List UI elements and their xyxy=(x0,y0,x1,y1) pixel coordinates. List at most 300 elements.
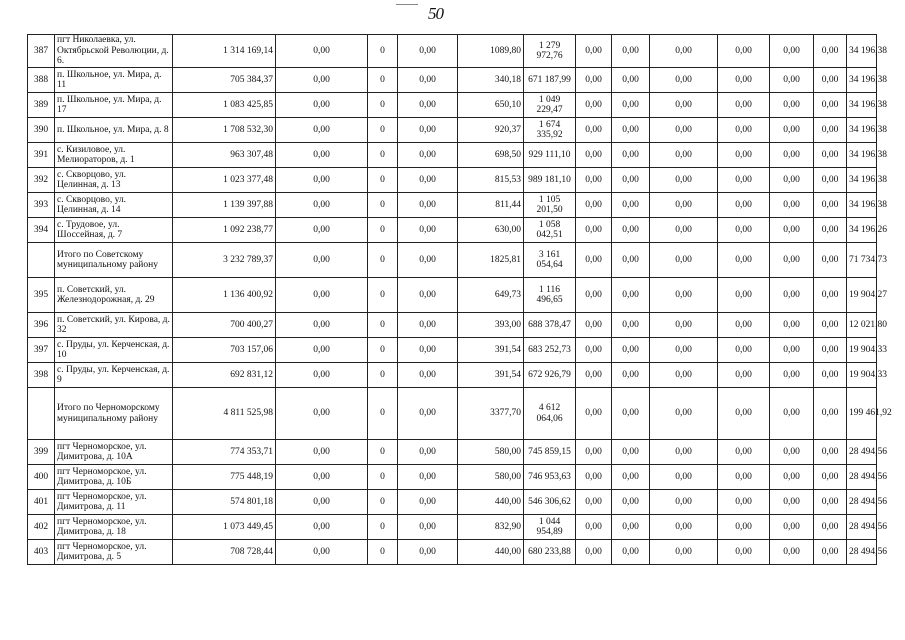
last-value-cell: 34 196,38 xyxy=(847,168,877,193)
value-cell: 0,00 xyxy=(814,388,847,440)
value-cell: 0,00 xyxy=(718,168,770,193)
value-cell: 0,00 xyxy=(612,338,650,363)
address-cell: с. Пруды, ул. Керченская, д. 10 xyxy=(55,338,173,363)
last-value-cell: 28 494,56 xyxy=(847,515,877,540)
count-cell: 0 xyxy=(368,35,398,68)
row-number: 396 xyxy=(28,313,55,338)
total-cost-cell: 574 801,18 xyxy=(173,490,276,515)
value-cell: 0,00 xyxy=(398,68,458,93)
value-cell: 0,00 xyxy=(770,440,814,465)
value-cell: 0,00 xyxy=(612,93,650,118)
value-cell: 0,00 xyxy=(814,465,847,490)
value-cell: 0,00 xyxy=(576,93,612,118)
total-cost-cell: 774 353,71 xyxy=(173,440,276,465)
value-cell: 0,00 xyxy=(718,143,770,168)
area-cell: 440,00 xyxy=(458,540,524,565)
area-cell: 391,54 xyxy=(458,338,524,363)
value-cell: 0,00 xyxy=(612,515,650,540)
count-cell: 0 xyxy=(368,278,398,313)
last-value-cell: 28 494,56 xyxy=(847,465,877,490)
value-cell: 0,00 xyxy=(612,35,650,68)
sum-cell: 546 306,62 xyxy=(524,490,576,515)
count-cell: 0 xyxy=(368,363,398,388)
value-cell: 0,00 xyxy=(276,118,368,143)
value-cell: 0,00 xyxy=(276,490,368,515)
value-cell: 0,00 xyxy=(650,35,718,68)
address-cell: пгт Черноморское, ул. Димитрова, д. 18 xyxy=(55,515,173,540)
value-cell: 0,00 xyxy=(718,193,770,218)
value-cell: 0,00 xyxy=(398,35,458,68)
value-cell: 0,00 xyxy=(814,363,847,388)
value-cell: 0,00 xyxy=(718,218,770,243)
value-cell: 0,00 xyxy=(398,338,458,363)
value-cell: 0,00 xyxy=(398,218,458,243)
area-cell: 815,53 xyxy=(458,168,524,193)
value-cell: 0,00 xyxy=(276,313,368,338)
table-row xyxy=(28,143,877,168)
sum-cell: 746 953,63 xyxy=(524,465,576,490)
sum-cell: 671 187,99 xyxy=(524,68,576,93)
sum-cell: 745 859,15 xyxy=(524,440,576,465)
value-cell: 0,00 xyxy=(576,278,612,313)
area-cell: 920,37 xyxy=(458,118,524,143)
address-cell: п. Советский, ул. Кирова, д. 32 xyxy=(55,313,173,338)
value-cell: 0,00 xyxy=(770,143,814,168)
value-cell: 0,00 xyxy=(398,278,458,313)
value-cell: 0,00 xyxy=(612,143,650,168)
value-cell: 0,00 xyxy=(612,388,650,440)
last-value-cell: 34 196,38 xyxy=(847,68,877,93)
sum-cell: 672 926,79 xyxy=(524,363,576,388)
value-cell: 0,00 xyxy=(398,168,458,193)
value-cell: 0,00 xyxy=(650,278,718,313)
row-number: 391 xyxy=(28,143,55,168)
last-value-cell: 34 196,38 xyxy=(847,118,877,143)
total-cost-cell: 1 092 238,77 xyxy=(173,218,276,243)
sum-cell: 1 105 201,50 xyxy=(524,193,576,218)
table-row xyxy=(28,313,877,338)
count-cell: 0 xyxy=(368,168,398,193)
value-cell: 0,00 xyxy=(718,540,770,565)
value-cell: 0,00 xyxy=(770,388,814,440)
value-cell: 0,00 xyxy=(576,515,612,540)
register-table xyxy=(27,34,892,565)
value-cell: 0,00 xyxy=(398,93,458,118)
area-cell: 1089,80 xyxy=(458,35,524,68)
area-cell: 649,73 xyxy=(458,278,524,313)
address-cell: п. Советский, ул. Железнодорожная, д. 29 xyxy=(55,278,173,313)
row-number: 388 xyxy=(28,68,55,93)
value-cell: 0,00 xyxy=(576,193,612,218)
value-cell: 0,00 xyxy=(770,490,814,515)
last-value-cell: 34 196,38 xyxy=(847,35,877,68)
sum-cell: 1 116 496,65 xyxy=(524,278,576,313)
row-number: 390 xyxy=(28,118,55,143)
count-cell: 0 xyxy=(368,313,398,338)
value-cell: 0,00 xyxy=(276,515,368,540)
total-cost-cell: 692 831,12 xyxy=(173,363,276,388)
total-cost-cell: 705 384,37 xyxy=(173,68,276,93)
sum-cell: 1 058 042,51 xyxy=(524,218,576,243)
value-cell: 0,00 xyxy=(814,440,847,465)
sum-cell: 1 279 972,76 xyxy=(524,35,576,68)
value-cell: 0,00 xyxy=(650,388,718,440)
value-cell: 0,00 xyxy=(398,490,458,515)
value-cell: 0,00 xyxy=(398,118,458,143)
value-cell: 0,00 xyxy=(276,388,368,440)
sum-cell: 929 111,10 xyxy=(524,143,576,168)
row-number: 400 xyxy=(28,465,55,490)
table-row xyxy=(28,338,877,363)
value-cell: 0,00 xyxy=(576,388,612,440)
value-cell: 0,00 xyxy=(398,388,458,440)
address-cell: пгт Черноморское, ул. Димитрова, д. 10А xyxy=(55,440,173,465)
value-cell: 0,00 xyxy=(770,93,814,118)
value-cell: 0,00 xyxy=(576,218,612,243)
last-value-cell: 34 196,38 xyxy=(847,193,877,218)
address-cell: Итого по Черноморскому муниципальному району xyxy=(55,388,173,440)
value-cell: 0,00 xyxy=(650,490,718,515)
value-cell: 0,00 xyxy=(650,363,718,388)
value-cell: 0,00 xyxy=(770,465,814,490)
table-row xyxy=(28,93,877,118)
value-cell: 0,00 xyxy=(576,338,612,363)
count-cell: 0 xyxy=(368,440,398,465)
value-cell: 0,00 xyxy=(718,440,770,465)
count-cell: 0 xyxy=(368,540,398,565)
last-value-cell: 19 904,33 xyxy=(847,338,877,363)
value-cell: 0,00 xyxy=(814,68,847,93)
value-cell: 0,00 xyxy=(276,35,368,68)
value-cell: 0,00 xyxy=(814,515,847,540)
row-number xyxy=(28,243,55,278)
total-cost-cell: 963 307,48 xyxy=(173,143,276,168)
value-cell: 0,00 xyxy=(770,540,814,565)
value-cell: 0,00 xyxy=(814,93,847,118)
sum-cell: 683 252,73 xyxy=(524,338,576,363)
row-number xyxy=(28,388,55,440)
count-cell: 0 xyxy=(368,515,398,540)
count-cell: 0 xyxy=(368,118,398,143)
address-cell: пгт Черноморское, ул. Димитрова, д. 10Б xyxy=(55,465,173,490)
count-cell: 0 xyxy=(368,68,398,93)
total-cost-cell: 775 448,19 xyxy=(173,465,276,490)
count-cell: 0 xyxy=(368,143,398,168)
value-cell: 0,00 xyxy=(576,118,612,143)
table-row xyxy=(28,68,877,93)
address-cell: пгт Черноморское, ул. Димитрова, д. 11 xyxy=(55,490,173,515)
address-cell: Итого по Советскому муниципальному району xyxy=(55,243,173,278)
count-cell: 0 xyxy=(368,338,398,363)
table-row xyxy=(28,363,877,388)
total-cost-cell: 3 232 789,37 xyxy=(173,243,276,278)
value-cell: 0,00 xyxy=(612,465,650,490)
value-cell: 0,00 xyxy=(576,490,612,515)
value-cell: 0,00 xyxy=(276,243,368,278)
value-cell: 0,00 xyxy=(718,68,770,93)
value-cell: 0,00 xyxy=(770,68,814,93)
value-cell: 0,00 xyxy=(276,193,368,218)
value-cell: 0,00 xyxy=(650,515,718,540)
area-cell: 580,00 xyxy=(458,465,524,490)
area-cell: 698,50 xyxy=(458,143,524,168)
table-row xyxy=(28,118,877,143)
value-cell: 0,00 xyxy=(576,243,612,278)
value-cell: 0,00 xyxy=(718,93,770,118)
value-cell: 0,00 xyxy=(770,193,814,218)
table-row xyxy=(28,218,877,243)
value-cell: 0,00 xyxy=(576,68,612,93)
value-cell: 0,00 xyxy=(398,313,458,338)
table-row xyxy=(28,540,877,565)
table-row xyxy=(28,278,877,313)
area-cell: 393,00 xyxy=(458,313,524,338)
row-number: 398 xyxy=(28,363,55,388)
table-row xyxy=(28,35,877,68)
value-cell: 0,00 xyxy=(612,243,650,278)
value-cell: 0,00 xyxy=(612,68,650,93)
area-cell: 832,90 xyxy=(458,515,524,540)
value-cell: 0,00 xyxy=(718,118,770,143)
row-number: 401 xyxy=(28,490,55,515)
value-cell: 0,00 xyxy=(650,93,718,118)
page-number: 50 xyxy=(428,4,443,23)
value-cell: 0,00 xyxy=(770,313,814,338)
value-cell: 0,00 xyxy=(770,118,814,143)
count-cell: 0 xyxy=(368,490,398,515)
value-cell: 0,00 xyxy=(276,93,368,118)
sum-cell: 3 161 054,64 xyxy=(524,243,576,278)
value-cell: 0,00 xyxy=(814,143,847,168)
row-number: 389 xyxy=(28,93,55,118)
value-cell: 0,00 xyxy=(718,490,770,515)
value-cell: 0,00 xyxy=(276,540,368,565)
total-cost-cell: 1 023 377,48 xyxy=(173,168,276,193)
last-value-cell: 34 196,38 xyxy=(847,93,877,118)
value-cell: 0,00 xyxy=(276,363,368,388)
value-cell: 0,00 xyxy=(718,243,770,278)
value-cell: 0,00 xyxy=(814,118,847,143)
subtotal-row xyxy=(28,243,877,278)
register-body xyxy=(28,35,892,565)
last-value-cell: 19 904,33 xyxy=(847,363,877,388)
total-cost-cell: 1 083 425,85 xyxy=(173,93,276,118)
value-cell: 0,00 xyxy=(718,338,770,363)
value-cell: 0,00 xyxy=(718,465,770,490)
row-number: 403 xyxy=(28,540,55,565)
sum-cell: 989 181,10 xyxy=(524,168,576,193)
value-cell: 0,00 xyxy=(718,35,770,68)
value-cell: 0,00 xyxy=(576,540,612,565)
sum-cell: 1 044 954,89 xyxy=(524,515,576,540)
table-row xyxy=(28,440,877,465)
value-cell: 0,00 xyxy=(814,490,847,515)
sum-cell: 680 233,88 xyxy=(524,540,576,565)
address-cell: пгт Черноморское, ул. Димитрова, д. 5 xyxy=(55,540,173,565)
value-cell: 0,00 xyxy=(398,540,458,565)
address-cell: с. Кизиловое, ул. Мелиораторов, д. 1 xyxy=(55,143,173,168)
value-cell: 0,00 xyxy=(814,540,847,565)
value-cell: 0,00 xyxy=(612,168,650,193)
count-cell: 0 xyxy=(368,218,398,243)
value-cell: 0,00 xyxy=(650,313,718,338)
count-cell: 0 xyxy=(368,193,398,218)
value-cell: 0,00 xyxy=(576,440,612,465)
value-cell: 0,00 xyxy=(770,278,814,313)
value-cell: 0,00 xyxy=(718,278,770,313)
total-cost-cell: 1 136 400,92 xyxy=(173,278,276,313)
value-cell: 0,00 xyxy=(814,35,847,68)
value-cell: 0,00 xyxy=(398,515,458,540)
value-cell: 0,00 xyxy=(650,243,718,278)
table-row xyxy=(28,168,877,193)
value-cell: 0,00 xyxy=(718,313,770,338)
table-row xyxy=(28,490,877,515)
value-cell: 0,00 xyxy=(576,168,612,193)
total-cost-cell: 4 811 525,98 xyxy=(173,388,276,440)
address-cell: с. Трудовое, ул. Шоссейная, д. 7 xyxy=(55,218,173,243)
value-cell: 0,00 xyxy=(770,168,814,193)
row-number: 395 xyxy=(28,278,55,313)
value-cell: 0,00 xyxy=(612,218,650,243)
value-cell: 0,00 xyxy=(718,515,770,540)
value-cell: 0,00 xyxy=(276,278,368,313)
value-cell: 0,00 xyxy=(718,388,770,440)
area-cell: 630,00 xyxy=(458,218,524,243)
last-value-cell: 34 196,26 xyxy=(847,218,877,243)
address-cell: пгт Николаевка, ул. Октябрьской Революции, д. 6. xyxy=(55,35,173,68)
row-number: 393 xyxy=(28,193,55,218)
value-cell: 0,00 xyxy=(612,118,650,143)
value-cell: 0,00 xyxy=(398,193,458,218)
last-value-cell: 28 494,56 xyxy=(847,490,877,515)
value-cell: 0,00 xyxy=(650,465,718,490)
last-value-cell: 12 021,80 xyxy=(847,313,877,338)
value-cell: 0,00 xyxy=(814,218,847,243)
last-value-cell: 19 904,27 xyxy=(847,278,877,313)
total-cost-cell: 1 708 532,30 xyxy=(173,118,276,143)
address-cell: с. Скворцово, ул. Целинная, д. 14 xyxy=(55,193,173,218)
value-cell: 0,00 xyxy=(770,35,814,68)
address-cell: п. Школьное, ул. Мира, д. 11 xyxy=(55,68,173,93)
area-cell: 1825,81 xyxy=(458,243,524,278)
value-cell: 0,00 xyxy=(612,363,650,388)
value-cell: 0,00 xyxy=(612,440,650,465)
sum-cell: 4 612 064,06 xyxy=(524,388,576,440)
value-cell: 0,00 xyxy=(612,313,650,338)
value-cell: 0,00 xyxy=(814,193,847,218)
value-cell: 0,00 xyxy=(650,118,718,143)
value-cell: 0,00 xyxy=(276,440,368,465)
row-number: 402 xyxy=(28,515,55,540)
value-cell: 0,00 xyxy=(612,193,650,218)
value-cell: 0,00 xyxy=(398,465,458,490)
value-cell: 0,00 xyxy=(650,540,718,565)
value-cell: 0,00 xyxy=(770,218,814,243)
sum-cell: 688 378,47 xyxy=(524,313,576,338)
page-mark xyxy=(396,4,418,5)
value-cell: 0,00 xyxy=(612,490,650,515)
value-cell: 0,00 xyxy=(650,338,718,363)
table-row xyxy=(28,465,877,490)
area-cell: 580,00 xyxy=(458,440,524,465)
sum-cell: 1 674 335,92 xyxy=(524,118,576,143)
last-value-cell: 199 461,92 xyxy=(847,388,877,440)
total-cost-cell: 708 728,44 xyxy=(173,540,276,565)
value-cell: 0,00 xyxy=(276,168,368,193)
value-cell: 0,00 xyxy=(814,338,847,363)
value-cell: 0,00 xyxy=(398,243,458,278)
value-cell: 0,00 xyxy=(276,68,368,93)
value-cell: 0,00 xyxy=(650,218,718,243)
value-cell: 0,00 xyxy=(770,363,814,388)
area-cell: 440,00 xyxy=(458,490,524,515)
value-cell: 0,00 xyxy=(398,363,458,388)
row-number: 397 xyxy=(28,338,55,363)
total-cost-cell: 700 400,27 xyxy=(173,313,276,338)
area-cell: 3377,70 xyxy=(458,388,524,440)
area-cell: 391,54 xyxy=(458,363,524,388)
count-cell: 0 xyxy=(368,243,398,278)
value-cell: 0,00 xyxy=(576,465,612,490)
value-cell: 0,00 xyxy=(612,540,650,565)
row-number: 392 xyxy=(28,168,55,193)
address-cell: п. Школьное, ул. Мира, д. 17 xyxy=(55,93,173,118)
value-cell: 0,00 xyxy=(576,313,612,338)
area-cell: 811,44 xyxy=(458,193,524,218)
total-cost-cell: 1 073 449,45 xyxy=(173,515,276,540)
address-cell: п. Школьное, ул. Мира, д. 8 xyxy=(55,118,173,143)
value-cell: 0,00 xyxy=(276,218,368,243)
value-cell: 0,00 xyxy=(650,168,718,193)
value-cell: 0,00 xyxy=(398,440,458,465)
value-cell: 0,00 xyxy=(650,440,718,465)
row-number: 394 xyxy=(28,218,55,243)
table-row xyxy=(28,515,877,540)
last-value-cell: 71 734,73 xyxy=(847,243,877,278)
value-cell: 0,00 xyxy=(770,515,814,540)
value-cell: 0,00 xyxy=(718,363,770,388)
table-row xyxy=(28,193,877,218)
total-cost-cell: 1 139 397,88 xyxy=(173,193,276,218)
value-cell: 0,00 xyxy=(650,143,718,168)
count-cell: 0 xyxy=(368,465,398,490)
value-cell: 0,00 xyxy=(276,143,368,168)
subtotal-row xyxy=(28,388,877,440)
count-cell: 0 xyxy=(368,93,398,118)
value-cell: 0,00 xyxy=(398,143,458,168)
value-cell: 0,00 xyxy=(814,168,847,193)
value-cell: 0,00 xyxy=(276,465,368,490)
row-number: 399 xyxy=(28,440,55,465)
value-cell: 0,00 xyxy=(576,363,612,388)
address-cell: с. Скворцово, ул. Целинная, д. 13 xyxy=(55,168,173,193)
value-cell: 0,00 xyxy=(814,243,847,278)
value-cell: 0,00 xyxy=(576,143,612,168)
count-cell: 0 xyxy=(368,388,398,440)
value-cell: 0,00 xyxy=(770,243,814,278)
value-cell: 0,00 xyxy=(650,68,718,93)
last-value-cell: 28 494,56 xyxy=(847,440,877,465)
sum-cell: 1 049 229,47 xyxy=(524,93,576,118)
value-cell: 0,00 xyxy=(576,35,612,68)
total-cost-cell: 1 314 169,14 xyxy=(173,35,276,68)
total-cost-cell: 703 157,06 xyxy=(173,338,276,363)
value-cell: 0,00 xyxy=(612,278,650,313)
last-value-cell: 28 494,56 xyxy=(847,540,877,565)
value-cell: 0,00 xyxy=(276,338,368,363)
row-number: 387 xyxy=(28,35,55,68)
